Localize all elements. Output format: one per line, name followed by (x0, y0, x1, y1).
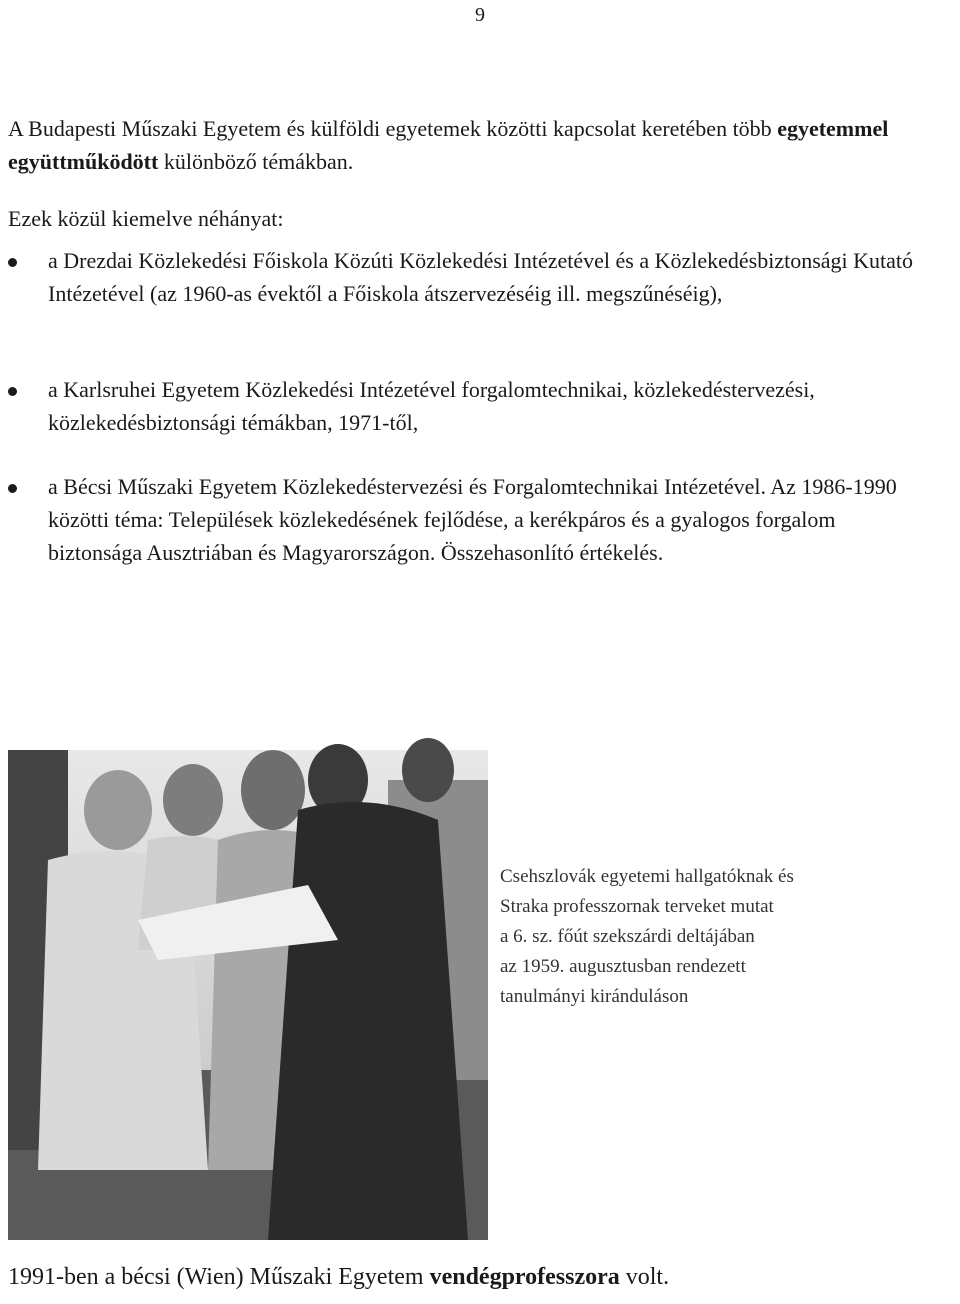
list-item-text: a Drezdai Közlekedési Főiskola Közúti Közlekedési Intézetével és a Közlekedésbiztonsági Kutató Intézetével (az 1960-as évektől a Főiskola átszervezéséig ill. megszűnéséig), (48, 248, 914, 306)
footer-text-1: 1991-ben a bécsi (Wien) Műszaki Egyetem (8, 1264, 430, 1290)
bullet-icon (8, 258, 17, 267)
intro-bold: egyetemmel együttműködött (8, 116, 889, 174)
bullet-icon (8, 387, 17, 396)
list-intro: Ezek közül kiemelve néhányat: (8, 206, 284, 231)
footer-text-2: volt. (619, 1264, 670, 1290)
intro-text-2: különböző témákban. (158, 149, 354, 174)
bullet-icon (8, 484, 17, 493)
intro-text-1: A Budapesti Műszaki Egyetem és külföldi egyetemek közötti kapcsolat keretében több (8, 116, 778, 141)
list-item-text: a Karlsruhei Egyetem Közlekedési Intézetével forgalomtechnikai, közlekedéstervezési, közlekedésbiztonsági témákban, 1971-től, (48, 377, 815, 435)
intro-paragraph (8, 112, 938, 178)
footer-bold: vendégprofesszora (429, 1264, 620, 1290)
page-number: 9 (475, 4, 485, 26)
list-item-text: a Bécsi Műszaki Egyetem Közlekedéstervezési és Forgalomtechnikai Intézetével. Az 1986-1990 közötti téma: Települések közlekedésének fejlődése, a kerékpáros és a gyalogos forgalom biztonsága Ausztriában és Magyarországon. Összehasonlító értékelés. (48, 474, 897, 565)
footer-line (8, 1264, 669, 1291)
photo-caption: Csehszlovák egyetemi hallgatóknak és Straka professzornak terveket mutat a 6. sz. főút szekszárdi deltájában az 1959. augusztusban rendezett tanulmányi kiránduláson (500, 866, 794, 1007)
